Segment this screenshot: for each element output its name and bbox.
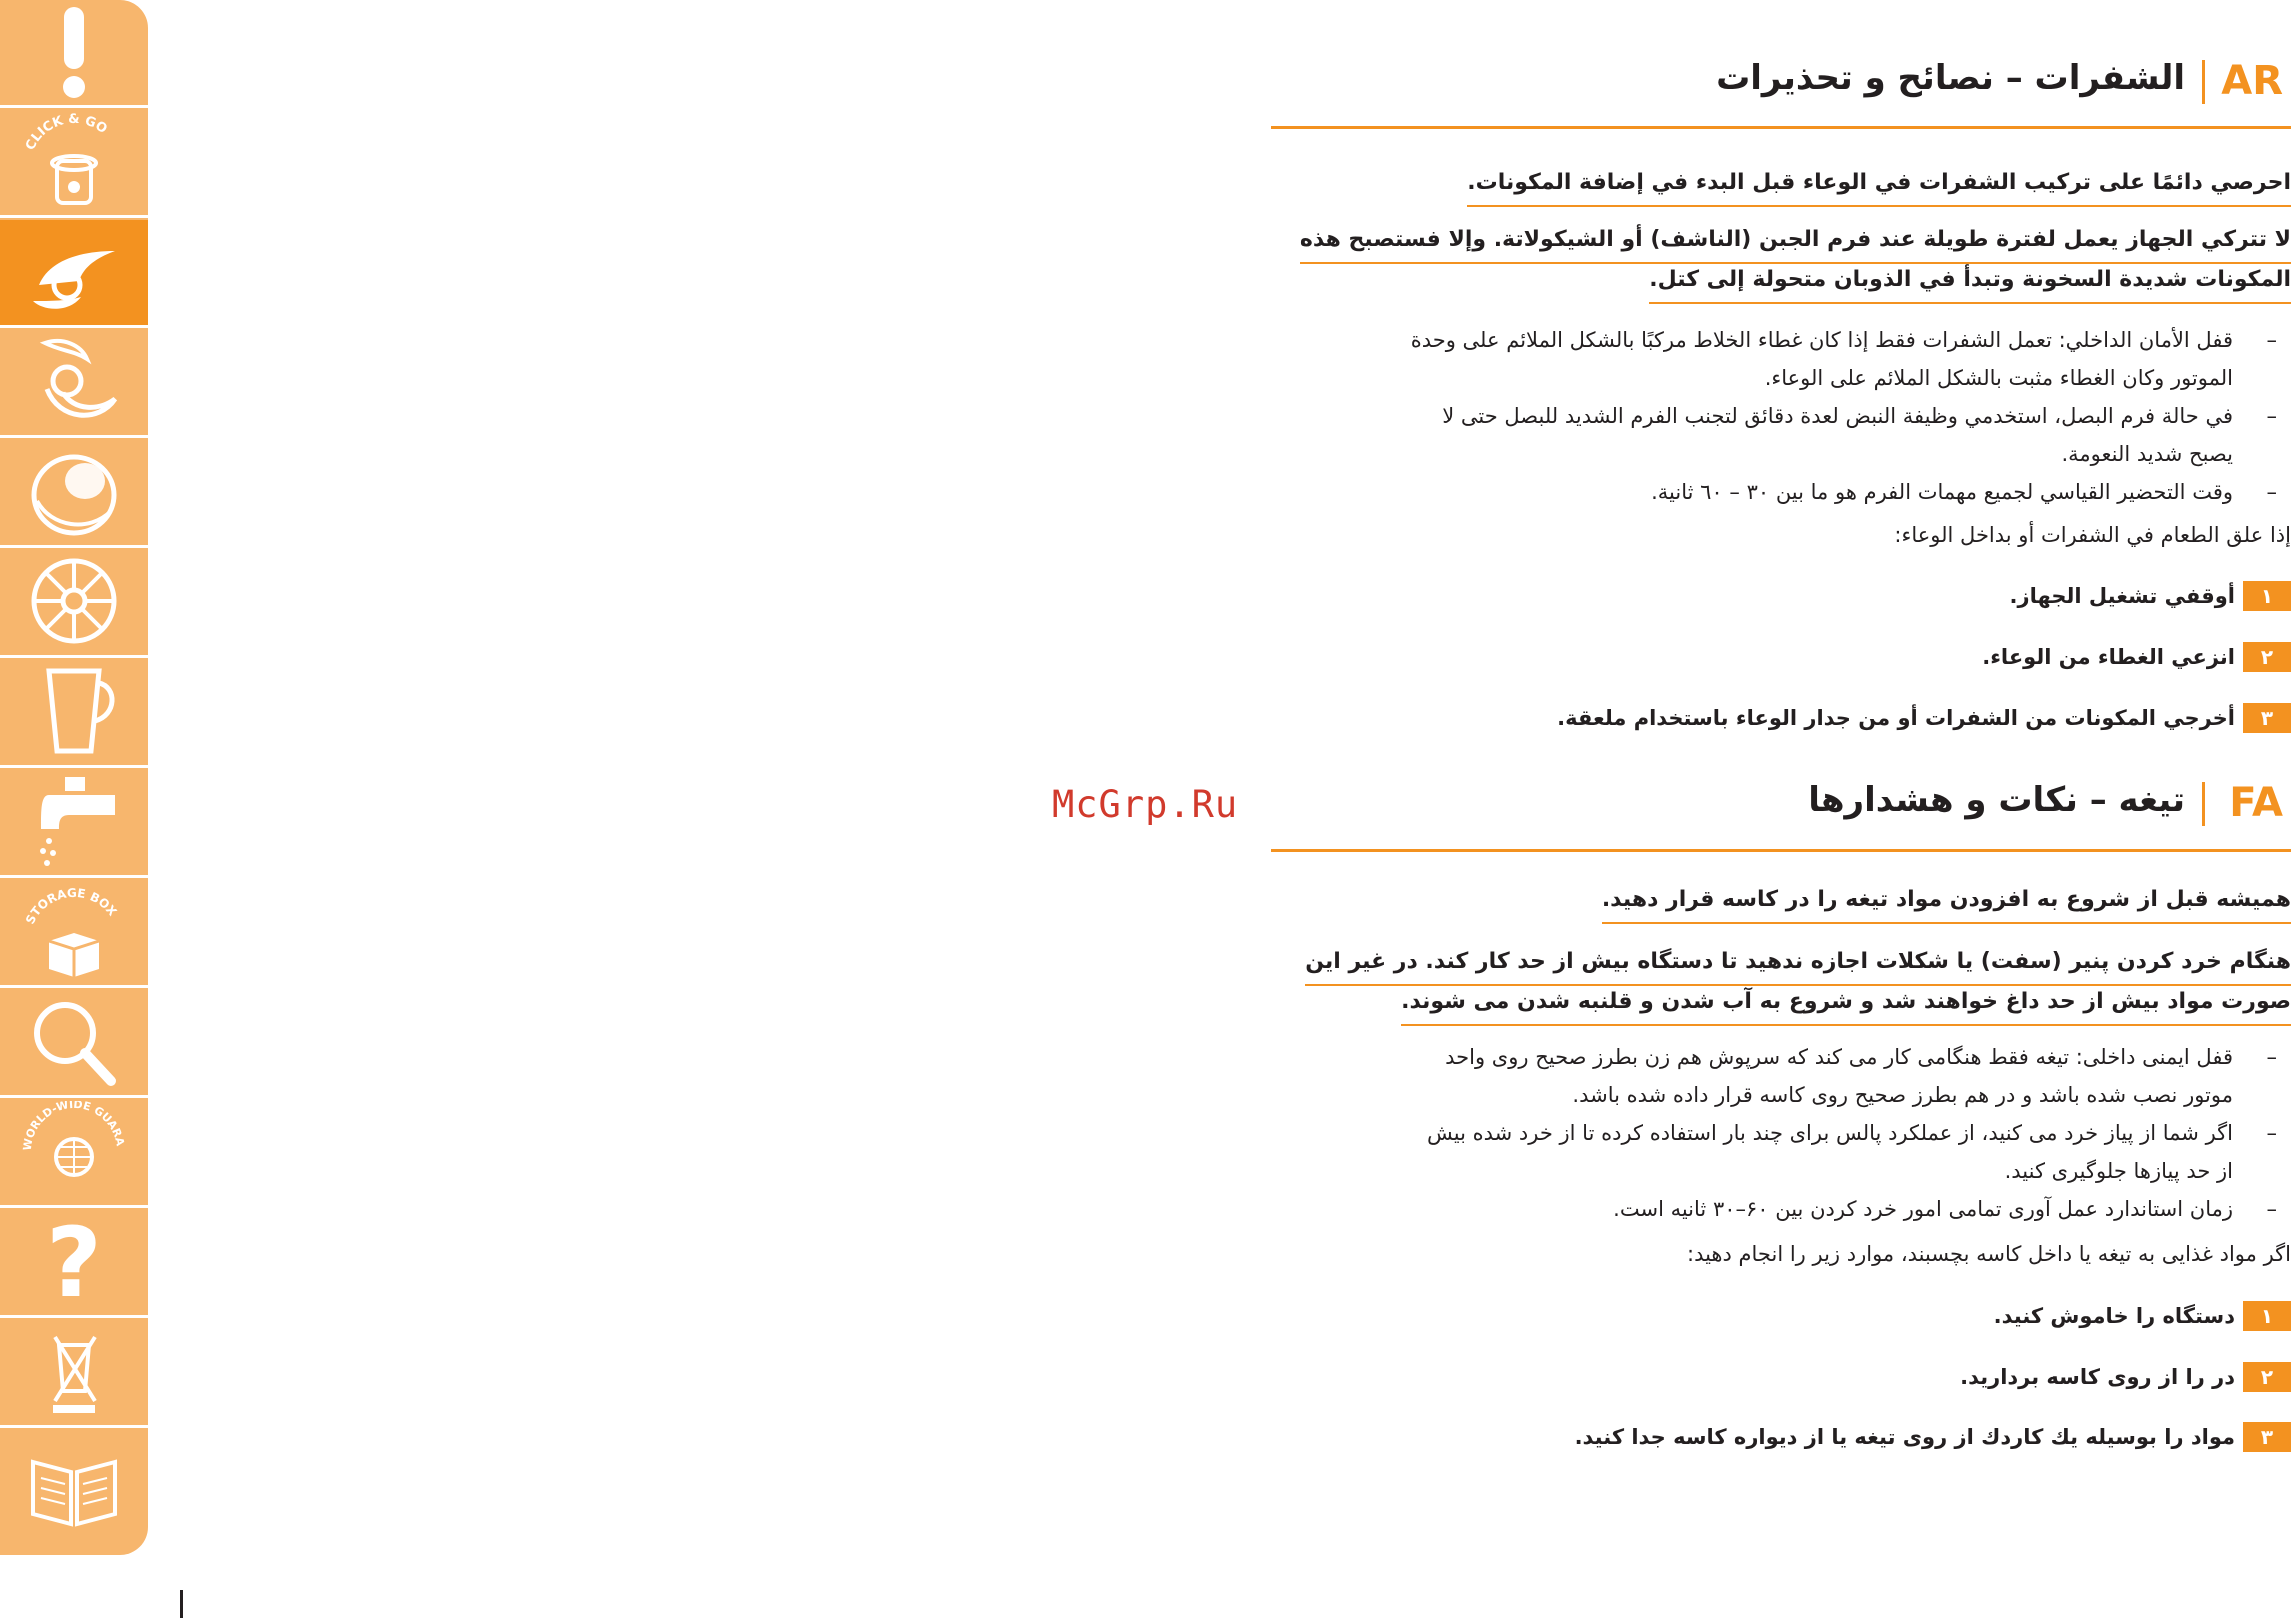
fa-stuck-food-note: اگر مواد غذایی به تیغه یا داخل کاسه بچسبند، موارد زیر را انجام دهید:	[1687, 1242, 2291, 1266]
tab-click-and-go[interactable]	[0, 110, 148, 218]
ar-section-header	[1271, 58, 2291, 118]
ar-step-2-number: ٢	[2243, 642, 2291, 672]
fa-tip-1-line-1: قفل ایمنی داخلی: تیغه فقط هنگامی کار می کند که سرپوش هم زن بطرز صحیح روی واحد	[1445, 1045, 2233, 1069]
tab-blade[interactable]	[0, 220, 148, 328]
ar-header-rule	[1271, 126, 2291, 129]
ar-instruction-1	[1467, 163, 2291, 203]
fa-step-3-number: ٣	[2243, 1422, 2291, 1452]
fa-step-3	[1575, 1421, 2291, 1453]
list-item	[1427, 1152, 2291, 1190]
list-item: – وقت التحضير القياسي لجميع مهمات الفرم هو ما بين ٣٠ – ٦٠ ثانية.	[1651, 480, 2277, 504]
fa-step-1-number: ١	[2243, 1301, 2291, 1331]
fa-step-2-number: ٢	[2243, 1362, 2291, 1392]
fa-code-divider	[2202, 782, 2205, 826]
list-item: – قفل الأمان الداخلي: تعمل الشفرات فقط إذا كان غطاء الخلاط مركبًا بالشكل الملائم على وحدة	[1410, 328, 2277, 352]
svg-text:CLICK & GO	[23, 111, 110, 152]
ar-step-2-text: انزعي الغطاء من الوعاء.	[1982, 645, 2235, 669]
list-item	[1411, 359, 2291, 397]
list-item: – اگر شما از پیاز خرد می کنید، از عملکرد پالس برای چند بار استفاده کرده تا از خرد شده بیش	[1427, 1121, 2277, 1145]
fa-step-2	[1960, 1361, 2291, 1393]
ar-tip-3: وقت التحضير القياسي لجميع مهمات الفرم هو ما بين ٣٠ – ٦٠ ثانية.	[1651, 480, 2233, 504]
world-wide-guarantee-icon	[19, 1101, 129, 1205]
tab-slicer[interactable]	[0, 550, 148, 658]
ar-step-1	[2010, 580, 2291, 612]
blades-icon	[19, 331, 129, 435]
ar-step-1-number: ١	[2243, 581, 2291, 611]
tab-troubleshooting[interactable]	[0, 990, 148, 1098]
blade-icon	[19, 221, 129, 325]
tab-help[interactable]	[0, 1206, 148, 1319]
list-item: – زمان استاندارد عمل آوری تمامی امور خرد کردن بین ۶۰–۳۰ ثانیه است.	[1613, 1197, 2277, 1221]
fa-tip-2-line-2: از حد پیازها جلوگیری کنید.	[2004, 1159, 2233, 1183]
ar-instruction-2-line-1: لا تتركي الجهاز يعمل لفترة طويلة عند فرم الجبن (الناشف) أو الشيكولاتة. وإلا فستصبح هذه	[1300, 220, 2291, 264]
fa-tip-1-line-2: موتور نصب شده باشد و در هم بطرز صحیح روی کاسه قرار داده شده باشد.	[1572, 1083, 2233, 1107]
fa-instruction-1-text: همیشه قبل از شروع به افزودن مواد تیغه را در کاسه قرار دهید.	[1602, 880, 2291, 924]
svg-text:WORLD-WIDE GUARANTEE	[19, 1101, 127, 1151]
tab-disposal[interactable]	[0, 1320, 148, 1428]
fa-step-2-text: در را از روی کاسه بردارید.	[1960, 1365, 2235, 1389]
tab-grater[interactable]	[0, 440, 148, 548]
list-item	[1411, 435, 2291, 473]
ar-section-title: الشفرات – نصائح و تحذيرات	[1716, 58, 2185, 98]
tap-icon	[19, 771, 129, 875]
ar-step-3	[1557, 702, 2291, 734]
tab-manual[interactable]	[0, 1430, 148, 1538]
ar-tip-2-line-1: في حالة فرم البصل، استخدمي وظيفة النبض لعدة دقائق لتجنب الفرم الشديد للبصل حتى لا	[1442, 404, 2233, 428]
ar-step-3-number: ٣	[2243, 703, 2291, 733]
magnifier-icon	[19, 991, 129, 1095]
disposal-bin-icon	[19, 1321, 129, 1425]
tab-jug[interactable]	[0, 660, 148, 768]
storage-box-label: STORAGE BOX	[22, 885, 120, 926]
ar-step-3-text: أخرجي المكونات من الشفرات أو من جدار الوعاء باستخدام ملعقة.	[1557, 706, 2235, 730]
fa-step-3-text: مواد را بوسیله یك کاردك از روی تیغه یا از دیواره کاسه جدا کنید.	[1574, 1425, 2235, 1449]
list-item	[1427, 1076, 2291, 1114]
ar-step-2	[1982, 641, 2291, 673]
fa-section-title: تیغه – نکات و هشدارها	[1808, 780, 2185, 820]
ar-instruction-1-text: احرصي دائمًا على تركيب الشفرات في الوعاء قبل البدء في إضافة المكونات.	[1467, 163, 2291, 207]
jug-icon	[19, 661, 129, 765]
watermark: McGrp.Ru	[1052, 783, 1239, 826]
fa-header-rule	[1271, 849, 2291, 852]
ar-instruction-2-line-2: المكونات شديدة السخونة وتبدأ في الذوبان متحولة إلى كتل.	[1649, 260, 2291, 304]
fa-instruction-2-line-2: صورت مواد بیش از حد داغ خواهند شد و شروع به آب شدن و قلنبه شدن می شوند.	[1401, 982, 2291, 1026]
fa-instruction-2-line-1: هنگام خرد کردن پنیر (سفت) یا شکلات اجازه ندهید تا دستگاه بیش از حد کار کند. در غیر این	[1305, 942, 2291, 986]
slicer-disc-icon	[19, 551, 129, 655]
fa-instruction-1	[1602, 880, 2291, 920]
guarantee-label: WORLD-WIDE GUARA	[20, 1100, 127, 1151]
click-and-go-icon	[19, 111, 129, 215]
storage-box-icon	[19, 881, 129, 985]
fa-tip-3: زمان استاندارد عمل آوری تمامی امور خرد کردن بین ۶۰–۳۰ ثانیه است.	[1613, 1197, 2233, 1221]
ar-code-divider	[2202, 60, 2205, 104]
ar-tip-1-line-2: الموتور وكان الغطاء مثبت بالشكل الملائم على الوعاء.	[1764, 366, 2233, 390]
tab-warnings[interactable]	[0, 0, 148, 108]
fa-instruction-2	[1305, 942, 2291, 1022]
fa-tip-2-line-1: اگر شما از پیاز خرد می کنید، از عملکرد پالس برای چند بار استفاده کرده تا از خرد شده بیش	[1427, 1121, 2233, 1145]
page-margin-tick	[180, 1590, 183, 1618]
ar-language-code: AR	[2221, 58, 2283, 104]
ar-step-1-text: أوقفي تشغيل الجهاز.	[2009, 584, 2235, 608]
tab-guarantee[interactable]	[0, 1100, 148, 1208]
list-item: – قفل ایمنی داخلی: تیغه فقط هنگامی کار می کند که سرپوش هم زن بطرز صحیح روی واحد	[1445, 1045, 2277, 1069]
fa-section-header	[1271, 780, 2291, 840]
grater-disc-icon	[19, 441, 129, 545]
tab-cleaning[interactable]	[0, 770, 148, 878]
fa-step-1	[1994, 1300, 2291, 1332]
fa-step-1-text: دستگاه را خاموش کنید.	[1993, 1304, 2235, 1328]
ar-tips-list	[1411, 321, 2291, 511]
tab-blades[interactable]	[0, 330, 148, 438]
ar-stuck-food-note: إذا علق الطعام في الشفرات أو بداخل الوعاء:	[1894, 523, 2291, 547]
tab-storage-box[interactable]	[0, 880, 148, 988]
ar-tip-2-line-2: يصبح شديد النعومة.	[2061, 442, 2233, 466]
ar-tip-1-line-1: قفل الأمان الداخلي: تعمل الشفرات فقط إذا كان غطاء الخلاط مركبًا بالشكل الملائم على وحدة	[1410, 328, 2233, 352]
fa-tips-list	[1427, 1038, 2291, 1228]
ar-instruction-2	[1300, 220, 2291, 300]
manual-book-icon	[19, 1432, 129, 1536]
svg-text:STORAGE BOX	[23, 885, 120, 926]
section-tab-strip	[0, 0, 148, 1555]
click-and-go-label: CLICK & GO	[22, 111, 110, 153]
question-icon: ?	[46, 1206, 102, 1319]
fa-language-code: FA	[2229, 780, 2283, 826]
list-item: – في حالة فرم البصل، استخدمي وظيفة النبض لعدة دقائق لتجنب الفرم الشديد للبصل حتى لا	[1442, 404, 2277, 428]
exclamation-icon	[19, 1, 129, 105]
